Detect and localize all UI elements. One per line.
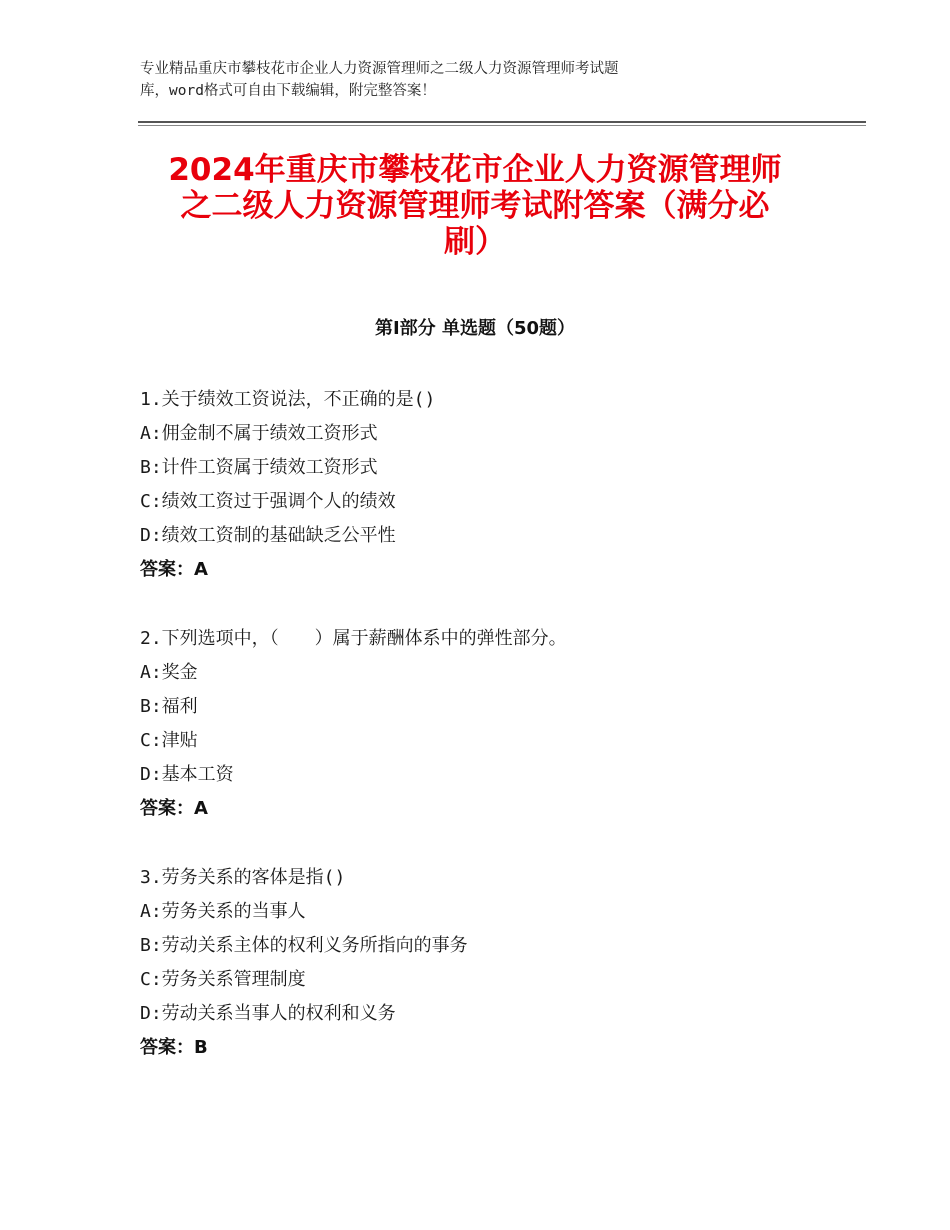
document-title-line: 2024年重庆市攀枝花市企业人力资源管理师 (168, 152, 782, 188)
question-option: C:津贴 (140, 730, 198, 751)
question-stem: 1.关于绩效工资说法，不正确的是() (140, 389, 436, 410)
question-option: D:基本工资 (140, 764, 234, 785)
question-item (140, 383, 860, 587)
question-option: C:绩效工资过于强调个人的绩效 (140, 491, 396, 512)
question-option: B:劳动关系主体的权利义务所指向的事务 (140, 935, 468, 956)
question-list (140, 383, 860, 1100)
question-answer: 答案：A (140, 559, 208, 580)
section-heading: 第Ⅰ部分 单选题（50题） (374, 318, 575, 339)
question-stem: 3.劳务关系的客体是指() (140, 867, 346, 888)
question-option: C:劳务关系管理制度 (140, 969, 306, 990)
header-note-line: 库，word格式可自由下载编辑，附完整答案！ (140, 83, 436, 99)
header-note-line: 专业精品重庆市攀枝花市企业人力资源管理师之二级人力资源管理师考试题 (140, 61, 619, 77)
question-option: B:计件工资属于绩效工资形式 (140, 457, 378, 478)
question-item (140, 622, 860, 826)
question-item (140, 861, 860, 1065)
header-divider-thin (138, 125, 866, 126)
question-option: D:劳动关系当事人的权利和义务 (140, 1003, 396, 1024)
header-divider (138, 121, 866, 123)
document-title-line: 刷） (444, 224, 506, 260)
question-answer: 答案：B (140, 1037, 208, 1058)
question-option: A:劳务关系的当事人 (140, 901, 306, 922)
document-title-line: 之二级人力资源管理师考试附答案（满分必 (180, 188, 770, 224)
question-answer: 答案：A (140, 798, 208, 819)
question-option: A:奖金 (140, 662, 198, 683)
document-title (120, 152, 830, 260)
question-option: B:福利 (140, 696, 198, 717)
question-stem: 2.下列选项中，（ ）属于薪酬体系中的弹性部分。 (140, 628, 567, 649)
question-option: A:佣金制不属于绩效工资形式 (140, 423, 378, 444)
question-option: D:绩效工资制的基础缺乏公平性 (140, 525, 396, 546)
header-note (140, 58, 780, 102)
